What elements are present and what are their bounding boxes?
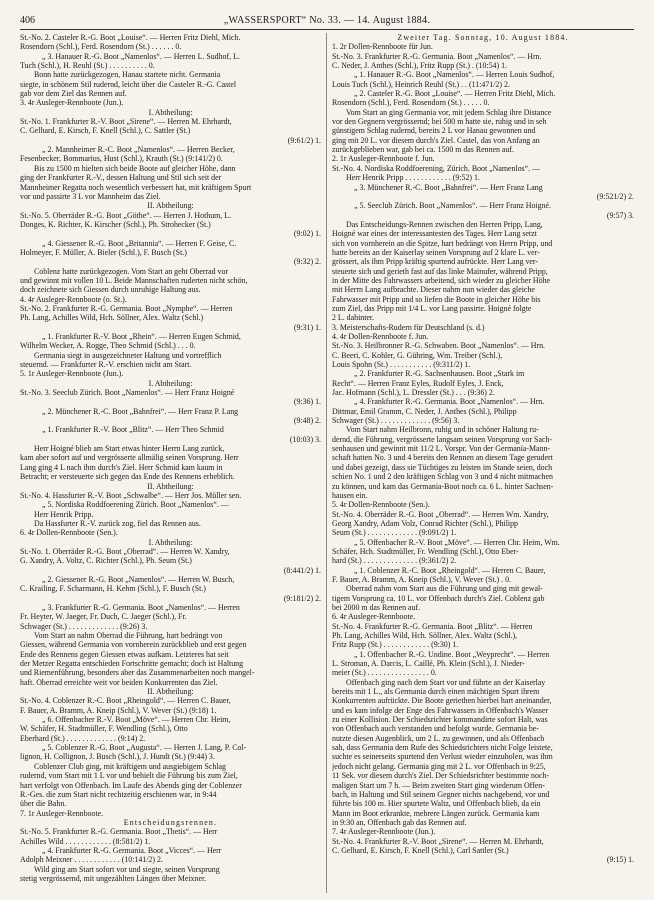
left-text-line: Rosendorn (Schl.), Ferd. Rosendorn (St.) . . . . . . 0. <box>20 42 182 52</box>
left-text-line: „ 2. Münchener R.-C. Boot „Bahnfrei“. — Herr Franz P. Lang <box>42 406 239 416</box>
right-text-line: Schäfer, Hch. Stadtmüller, Fr. Wendling (Schl.), Otto Eber- <box>332 546 519 556</box>
left-text-line: (9:02) 1. <box>293 229 321 239</box>
left-text-line: Achilles Wild . . . . . . . . . . . . (8:581/2) 1. <box>20 836 151 846</box>
right-text-line: „ 2. Casteler R.-G. Boot „Louise“. — Herren Fritz Diehl, Mich. <box>354 89 556 99</box>
left-text-line: (9:36) 1. <box>293 397 321 407</box>
right-text-line: (9:57) 3. <box>606 210 634 220</box>
left-text-line: 5. 1r Ausleger-Rennboote (Jun.). <box>20 369 124 379</box>
right-text-line: Zweiter Tag. Sonntag, 10. August 1884. <box>397 33 569 42</box>
left-text-line: Coblenzer Club ging, mit kräftigem und ausgiebigem Schlag <box>34 761 226 771</box>
right-text-line: St.-No. 4. Frankfurter R.-V. Boot „Sirene“. — Herren M. Ehrhardt, <box>332 836 544 846</box>
left-text-line: Entscheidungsrennen. <box>123 817 218 827</box>
right-text-line: Hoigné war eines der interessantesten des Tages. Herr Lang setzt <box>332 229 537 239</box>
right-text-line: bach, in Haltung und Stil seinem Gegner nichts nachgebend, vor und <box>332 789 550 799</box>
left-text-line: Adolph Meixner . . . . . . . . . . . . (10:141/2) 2. <box>20 855 163 865</box>
right-text-line: tigem Vorsprung ca. 10 L. vor Offenbach durch's Ziel. Coblenz gab <box>332 593 545 603</box>
left-text-line: (9:48) 2. <box>293 416 321 426</box>
right-text-line: C. Beeri, C. Kohler, G. Gühring, Wm. Treiber (Schl.), <box>332 350 503 360</box>
left-text-line: St.-No. 2. Frankfurter R.-G. Germania. Boot „Nymphe“. — Herren <box>20 303 233 313</box>
right-text-line: hard (St.) . . . . . . . . . . . . . . (9:361/2) 2. <box>332 556 457 566</box>
right-text-line: in 9:30 an, Offenbach gab das Rennen auf. <box>332 817 467 827</box>
left-text-line: St.-No. 4. Coblenzer R.-C. Boot „Rheingold“. — Herren C. Bauer, <box>20 696 231 706</box>
right-text-line: Louis Tuch (Schl.), Heinrich Reuhl (St.) . . (11:471/2) 2. <box>332 79 510 89</box>
right-text-line: 11 Sek. vor diesem durch's Ziel. Der Schiedsrichter bestimmte noch- <box>332 771 549 781</box>
left-text-line: Holmeyer, F. Müller, A. Bieler (Schl.), F. Busch (St.) <box>20 247 187 257</box>
right-text-line: 6. 4r Ausleger-Rennboote. <box>332 612 416 622</box>
right-text-line: sah, dass Germania dem Rufe des Schiedsrichters nicht Folge leistete, <box>332 743 553 753</box>
left-text-line: und gewinnt mit vollen 10 L. Beide Mannschaften ruderten nicht schön, <box>20 275 248 285</box>
left-text-line: Herr Hoigné blieb am Start etwas hinter Herrn Lang zurück, <box>34 444 225 454</box>
right-text-line: zum Ziel, das Pripp mit 1/4 L. vor Lang passirte. Hoigné folgte <box>332 303 532 313</box>
right-text-line: Dittmar, Emil Gramm, C. Neder, J. Anthes (Schl.), Philipp <box>332 406 517 416</box>
left-text-line: Wild ging am Start sofort vor und siegte, seinen Vorsprung <box>34 864 220 874</box>
right-text-line: Offenbach ging nach dem Start vor und führte an der Kaiserlay <box>346 677 546 687</box>
left-text-line: rudernd, vom Start mit 1 L vor und behielt die Führung bis zum Ziel, <box>20 771 238 781</box>
left-text-line: Eberhard (St.) . . . . . . . . . . . . . (9:14) 2. <box>20 733 146 743</box>
left-text-line: Coblenz hatte zurückgezogen. Vom Start an geht Oberrad vor <box>34 266 229 276</box>
right-text-line: hatte bereits an der Kaiserlay seinen Vorsprung auf 2 klare L. ver- <box>332 247 540 257</box>
left-text-line: über die Bahn. <box>20 799 67 809</box>
right-text-line: maligen Start um 7 h. — Beim zweiten Start ging wiederum Offen- <box>332 780 545 790</box>
left-text-line: Wilhelm Wecker, A. Rogge, Theo Schmid (Schl.) . . . 0. <box>20 341 196 351</box>
right-text-line: Recht“. — Herren Franz Eyles, Rudolf Eyles, J. Enck, <box>332 378 504 388</box>
left-text-line: „ 1. Frankfurter R.-V. Boot „Blitz“. — Herr Theo Schmid <box>42 425 224 435</box>
left-text-line: G. Xandry, A. Voltz, C. Richter (Schl.), Ph. Seum (St.) <box>20 556 192 566</box>
right-text-line: „ 2. Frankfurter R.-G. Sachsenhausen. Boot „Stark im <box>354 369 525 379</box>
left-text-line: kam aber sofort auf und vergrösserte allmälig seinen Vorsprung. Herr <box>20 453 239 463</box>
left-text-line: C. Krailing, F. Scharmann, H. Kehm (Schl.), F. Busch (St.) <box>20 584 206 594</box>
left-text-line: (9:31) 1. <box>293 322 321 332</box>
right-text-line: jedoch nicht gelang. Germania ging mit 2 L. vor Offenbach in 9:25, <box>332 761 546 771</box>
left-text-line: siegte, in schönem Stil rudernd, leicht über die Casteler R.-G. Castel <box>20 79 237 89</box>
right-text-line: „ 3. Münchener R.-C. Boot „Bahnfrei“. — Herr Franz Lang <box>354 182 543 192</box>
left-text-line: vor und passirte 3 L vor Mannheim das Ziel. <box>20 191 161 201</box>
left-text-line: I. Abtheilung: <box>148 107 193 117</box>
page-number: 406 <box>20 15 35 26</box>
left-text-line: „ 5. Nordiska Roddfoerening Zürich. Boot „Namenlos“. — <box>42 500 229 510</box>
right-text-line: schien No. 1 und 2 den kräftigen Schlag von 3 und 4 nicht mitmachen <box>332 472 553 482</box>
right-text-line: L. Stroman, A. Darcis, L. Caillé, Ph. Klein (Schl.), J. Nieder- <box>332 659 525 669</box>
left-text-line: „ 4. Frankfurter R.-G. Germania. Boot „Vicces“. — Herr <box>42 845 222 855</box>
right-text-line: und es kam infolge der Enge des Fahrwassers in Offenbach's Wasser <box>332 705 549 715</box>
left-text-line: Tuch (Schl.), H. Reuhl (St.) . . . . . . . . . . 0. <box>20 61 155 71</box>
right-column <box>332 33 634 893</box>
right-text-line: suchte es seinerseits spurtend den Verlust wieder einzuholen, was ihm <box>332 752 553 762</box>
right-text-line: „ 5. Offenbacher R.-V. Boot „Möve“. — Herren Chr. Heim, Wm. <box>354 537 560 547</box>
right-text-line: F. Bauer, A. Bramm, A. Kneip (Schl.), V. Wever (St.) . 0. <box>332 574 512 584</box>
right-text-line: günstigem Schlag rudernd, bereits 2 L vor Hanau gewonnen und <box>332 126 536 136</box>
right-text-line: (9:15) 1. <box>606 855 634 865</box>
left-text-line: (8:441/2) 1. <box>283 565 321 575</box>
left-text-line: (9:32) 2. <box>293 257 321 267</box>
left-text-line: St.-No. 3. Seeclub Zürich. Boot „Namenlos“. — Herr Franz Hoigné <box>20 388 235 398</box>
right-text-line: Oberrad nahm vom Start aus die Führung und ging mit gewal- <box>346 584 543 594</box>
left-text-line: Herr Henrik Pripp. <box>34 509 94 519</box>
left-text-line: „ 1. Frankfurter R.-V. Boot „Rhein“. — Herren Eugen Schmid, <box>42 332 241 341</box>
left-text-line: Ph. Lang, Achilles Wild, Hch. Söllner, Alex. Waltz (Schl.) <box>20 313 204 323</box>
right-text-line: meier (St.) . . . . . . . . . . . . . . . . 0. <box>332 668 437 678</box>
right-text-line: in der Mitte des Fahrwassers arbeitend, sich wieder zu gleicher Höhe <box>332 275 551 285</box>
right-text-line: bereits mit 1 L., als Germania durch einen mächtigen Spurt ihrem <box>332 687 540 697</box>
left-text-line: C. Gelhard, E. Kirsch, F. Knell (Schl.), C. Sattler (St.) <box>20 126 191 136</box>
running-title: „WASSERSPORT“ No. 33. — 14. August 1884. <box>223 15 431 26</box>
left-text-line: Ende des Rennens gegen Giessen etwas aufkam. Letzteres hat seit <box>20 649 229 659</box>
left-text-line: St.-No. 2. Casteler R.-G. Boot „Louise“. — Herren Fritz Diehl, Mich. <box>20 33 241 42</box>
column-divider <box>326 33 327 893</box>
right-text-line: zu einer Kollision. Der Schiedsrichter kommandirte sofort Halt, was <box>332 715 548 725</box>
right-text-line: steuerte sich und gerieth fast auf das linke Mainufer, während Pripp, <box>332 266 548 276</box>
left-text-line: R.-Ges. die zum Start nicht rechtzeitig erschienen war, in 9:44 <box>20 789 217 799</box>
left-text-line: St.-No. 5. Frankfurter R.-G. Germania. Boot „Thetis“. — Herr <box>20 827 218 837</box>
left-text-line: 6. 4r Dollen-Rennboote (Sen.). <box>20 528 118 538</box>
right-text-line: bei 2000 m das Rennen auf. <box>332 602 421 612</box>
right-text-line: Ph. Lang, Achilles Wild, Hch. Söllner, Alex. Waltz (Schl.), <box>332 631 518 640</box>
left-text-line: Giessen, während Germania von vornherein zurückblieb und erst gegen <box>20 640 247 650</box>
right-text-line: 7. 4r Ausleger-Rennboote (Jun.). <box>332 827 436 837</box>
right-text-line: zurückgeblieben war, gab bei ca. 1500 m das Rennen auf. <box>332 145 514 155</box>
right-text-line: Das Entscheidungs-Rennen zwischen den Herren Pripp, Lang, <box>346 219 543 229</box>
right-text-line: sich von vornherein an die Spitze, hart bedrängt von Herrn Pripp, und <box>332 238 553 248</box>
left-text-line: Vom Start an nahm Oberrad die Führung, hart bedrängt von <box>34 631 223 640</box>
left-text-line: (9:61/2) 1. <box>287 135 321 145</box>
left-text-line: 4. 4r Ausleger-Rennboote (o. St.). <box>20 294 127 304</box>
left-text-line: doch zeichnete sich Giessen durch unruhige Haltung aus. <box>20 285 201 295</box>
right-text-line: „ 4. Frankfurter R.-G. Germania. Boot „Namenlos“. — Hrn. <box>354 397 545 407</box>
left-text-line: lignon, H. Collignon, J. Busch (Schl.), J. Hundt (St.) (9:44) 3. <box>20 752 215 762</box>
right-text-line: St.-No. 4. Nordiska Roddfoerening, Zürich. Boot „Namenlos“. — <box>332 163 540 173</box>
left-text-line: I. Abtheilung: <box>148 378 193 388</box>
right-text-line: C. Neder, J. Anthes (Schl.), Fritz Rupp (St.) . (10:54) 1. <box>332 61 508 71</box>
right-text-line: dernd, die Führung, vergrösserte langsam seinen Vorsprung vor Sach- <box>332 434 553 444</box>
right-text-line: 2. 1r Ausleger-Rennboote f. Jun. <box>332 154 435 164</box>
right-text-line: senhausen und gewinnt mit 11/2 L. Vorspr. Von der Germania-Mann- <box>332 444 551 454</box>
right-text-line: 4. 4r Dollen-Rennboote f. Jun. <box>332 332 429 341</box>
right-text-line: Herr Henrik Pripp . . . . . . . . . . . . (9:52) 1. <box>346 173 480 183</box>
right-text-line: 3. Meisterschafts-Rudern für Deutschland (s. d.) <box>332 322 485 332</box>
left-text-line: haft. Oberrad erreichte weit vor beiden Konkurrenten das Ziel. <box>20 677 218 687</box>
right-text-line: Konkurrenten aufrückte. Die Boote geriethen hierbei hart aneinander, <box>332 696 552 706</box>
left-text-line: F. Bauer, A. Bramm, A. Kneip (Schl.), V. Wever (St.) (9:18) 1. <box>20 705 217 715</box>
left-text-line: Fr. Heyter, W. Jaeger, Fr. Duch, C. Jaeger (Schl.), Fr. <box>20 612 187 622</box>
left-text-line: „ 2. Giessener R.-G. Boot „Namenlos“. — Herren W. Busch, <box>42 574 235 584</box>
left-text-line: ging der Frankfurter R.-V., dessen Haltung und Stil sich seit der <box>20 173 222 183</box>
left-text-line: St.-No. 4. Hassfurter R.-V. Boot „Schwalbe“. — Herr Jos. Müller sen. <box>20 490 242 500</box>
right-text-line: schaft hatten No. 3 und 4 bereits den Rennen an diesem Tage gerudert <box>332 453 553 463</box>
left-text-line: gab vor dem Ziel das Rennen auf. <box>20 89 127 99</box>
right-text-line: nutzte diesen Augenblick, um 2 L. zu gewinnen, und als Offenbach <box>332 733 545 743</box>
left-text-line: W. Schäfer, H. Stadtmüller, F. Wendling (Schl.), Otto <box>20 724 188 734</box>
left-text-line: St.-No. 1. Oberräder R.-G. Boot „Oberrad“. — Herren W. Xandry, <box>20 546 230 556</box>
right-text-line: Seum (St.) . . . . . . . . . . . . . (9:091/2) 1. <box>332 528 457 538</box>
right-text-line: Vom Start an ging Germania vor, mit jedem Schlag ihre Distance <box>346 107 552 117</box>
right-text-line: Jac. Hofmann (Schl.), L. Dressler (St.) . . . (9:36) 2. <box>332 388 495 398</box>
left-text-line: Betracht; er versteuerte sich gegen das Ende des Rennens erheblich. <box>20 472 235 482</box>
right-text-line: St.-No. 4. Frankfurter R.-G. Germania. Boot „Blitz“. — Herren <box>332 621 533 631</box>
right-text-line: und dabei gezeigt, dass sie Tüchtiges zu leisten im Stande seien, doch <box>332 462 553 472</box>
right-text-line: „ 1. Offenbacher R.-G. Undine. Boot „Weyprecht“. — Herren <box>354 649 550 659</box>
left-text-line: „ 3. Hanauer R.-G. Boot „Namenlos“. — Herren L. Sudhof, L. <box>42 51 240 61</box>
right-text-line: St.-No. 4. Oberräder R.-G. Boot „Oberrad“. — Herren Wm. Xandry, <box>332 509 549 519</box>
right-text-line: Fritz Rupp (St.) . . . . . . . . . . . . (9:30) 1. <box>332 640 459 650</box>
right-text-line: „ 1. Hanauer R.-G. Boot „Namenlos“. — Herren Louis Sudhof, <box>354 70 555 80</box>
left-text-line: steuernd. — Frankfurter R.-V. erschien nicht am Start. <box>20 360 192 370</box>
right-text-line: hausen ein. <box>332 490 368 500</box>
right-text-line: von Offenbach auch verstanden und befolgt wurde. Germania be- <box>332 724 539 734</box>
right-text-line: 2 L. dahinter. <box>332 313 375 323</box>
left-text-line: Bis zu 1500 m hielten sich beide Boote auf gleicher Höhe, dann <box>34 163 236 173</box>
left-text-line: II. Abtheilung: <box>147 687 194 697</box>
right-text-line: St.-No. 3. Frankfurter R.-G. Germania. Boot „Namenlos“. — Hrn. <box>332 51 542 61</box>
left-text-line: und Riemenführung, besonders aber das Zusammenarbeiten noch mangel- <box>20 668 255 678</box>
left-text-line: 7. 1r Ausleger-Rennboote. <box>20 808 104 818</box>
right-text-line: ging mit 20 L. vor diesem durch's Ziel. Castel, das von Anfang an <box>332 135 540 145</box>
left-text-line: „ 6. Offenbacher R.-V. Boot „Möve“. — Herren Chr. Heim, <box>42 715 231 725</box>
left-text-line: (9:181/2) 2. <box>283 593 321 603</box>
left-text-line: Da Hassfurter R.-V. zurück zog, fiel das Rennen aus. <box>34 518 201 528</box>
right-text-line: Schwager (St.) . . . . . . . . . . . . . (9:56) 3. <box>332 416 460 426</box>
left-text-line: St.-No. 1. Frankfurter R.-V. Boot „Sirene“. — Herren M. Ehrhardt, <box>20 117 232 127</box>
right-text-line: Louis Spohn (St.) . . . . . . . . . . . (9:311/2) 1. <box>332 360 471 370</box>
left-text-line: Fesenbecker, Bommarius, Hust (Schl.), Krauth (St.) (9:141/2) 0. <box>20 154 223 164</box>
right-text-line: „ 1. Coblenzer R.-C. Boot „Rheingold“. — Herren C. Bauer, <box>354 565 546 575</box>
left-text-line: Bonn hatte zurückgezogen, Hanau startete nicht. Germania <box>34 70 221 80</box>
header-rule <box>20 29 634 30</box>
left-text-line: Schwager (St.) . . . . . . . . . . . . . (9:26) 3. <box>20 621 148 631</box>
right-text-line: Mann im Boot erkrankte, mehrere Längen zurück. Germania kam <box>332 808 540 818</box>
left-text-line: St.-No. 5. Oberräder R.-G. Boot „Göthe“. — Herren J. Hothum, L. <box>20 210 232 220</box>
right-text-line: führte bis 100 m. Hier spurtete Waltz, und Offenbach blieb, da ein <box>332 799 541 809</box>
left-text-line: stetig vergrössernd, mit ungezählten Längen über Meixner. <box>20 873 207 883</box>
left-text-line: „ 4. Giessener R.-G. Boot „Britannia“. — Herren F. Geise, C. <box>42 238 237 248</box>
right-text-line: 5. 4r Dollen-Rennboote (Sen.). <box>332 500 430 510</box>
right-text-line: 1. 2r Dollen-Rennboote für Jun. <box>332 42 433 52</box>
right-text-line: vor den Gegnern vergrössernd; bei 500 m hatte sie, ruhig und in seh <box>332 117 547 127</box>
right-text-line: Georg Xandry, Adam Volz, Conrad Richter (Schl.), Philipp <box>332 518 518 528</box>
left-text-line: hart verfolgt von Offenbach. Im Laufe des Abends ging der Coblenzer <box>20 780 242 790</box>
left-text-line: „ 5. Coblenzer R.-G. Boot „Augusta“. — Herren J. Lang, P. Col- <box>42 743 247 753</box>
left-text-line: Mannheimer Regatta noch wesentlich verbessert hat, mit kräftigem Spurt <box>20 182 252 192</box>
left-text-line: „ 3. Frankfurter R.-G. Germania. Boot „Namenlos“. — Herren <box>42 602 240 612</box>
right-text-line: (9:521/2) 2. <box>596 191 634 201</box>
page-header <box>20 14 634 28</box>
right-text-line: grössert, als ihm Pripp kräftig spurtend aufrückte. Herr Lang ver- <box>332 257 539 267</box>
left-text-line: II. Abtheilung: <box>147 481 194 491</box>
left-text-line: Donges, K. Richter, K. Kirscher (Schl.), Ph. Strohecker (St.) <box>20 219 211 229</box>
left-column <box>20 33 321 893</box>
left-text-line: 3. 4r Ausleger-Rennboote (Jun.). <box>20 98 124 108</box>
right-text-line: mit Herrn Lang aufbrachte. Dieser nahm nun wieder das gleiche <box>332 285 535 295</box>
left-text-line: Germania siegt in ausgezeichneter Haltung und vortrefflich <box>34 350 222 360</box>
left-text-line: I. Abtheilung: <box>148 537 193 547</box>
right-text-line: „ 5. Seeclub Zürich. Boot „Namenlos“. — Herr Franz Hoigné. <box>354 201 551 211</box>
left-text-line: (10:03) 3. <box>289 434 321 444</box>
right-text-line: St.-No. 3. Heilbronner R.-G. Schwaben. Boot „Namenlos“. — Hrn. <box>332 341 546 351</box>
right-text-line: Vom Start nahm Heilbronn, ruhig und in schöner Haltung ru- <box>346 425 539 435</box>
right-text-line: Rosendorn (Schl.), Ferd. Rosendorn (St.) . . . . . 0. <box>332 98 490 108</box>
right-text-line: C. Gelhard, E. Kirsch, F. Knell (Schl.), Carl Sattler (St.) <box>332 845 509 855</box>
left-text-line: Lang ging 4 L nach ihm durch's Ziel. Herr Schmid kam kaum in <box>20 462 223 472</box>
left-text-line: der Metzer Regatta entschieden Fortschritte gemacht; doch ist Haltung <box>20 659 244 669</box>
right-text-line: Fahrwasser mit Pripp und so liefen die Boote in gleicher Höhe bis <box>332 294 541 304</box>
left-text-line: II. Abtheilung: <box>147 201 194 211</box>
left-text-line: „ 2. Mannheimer R.-C. Boot „Namenlos“. — Herren Becker, <box>42 145 235 155</box>
right-text-line: zu können, und kam das Germania-Boot noch ca. 6 L. hinter Sachsen- <box>332 481 554 491</box>
